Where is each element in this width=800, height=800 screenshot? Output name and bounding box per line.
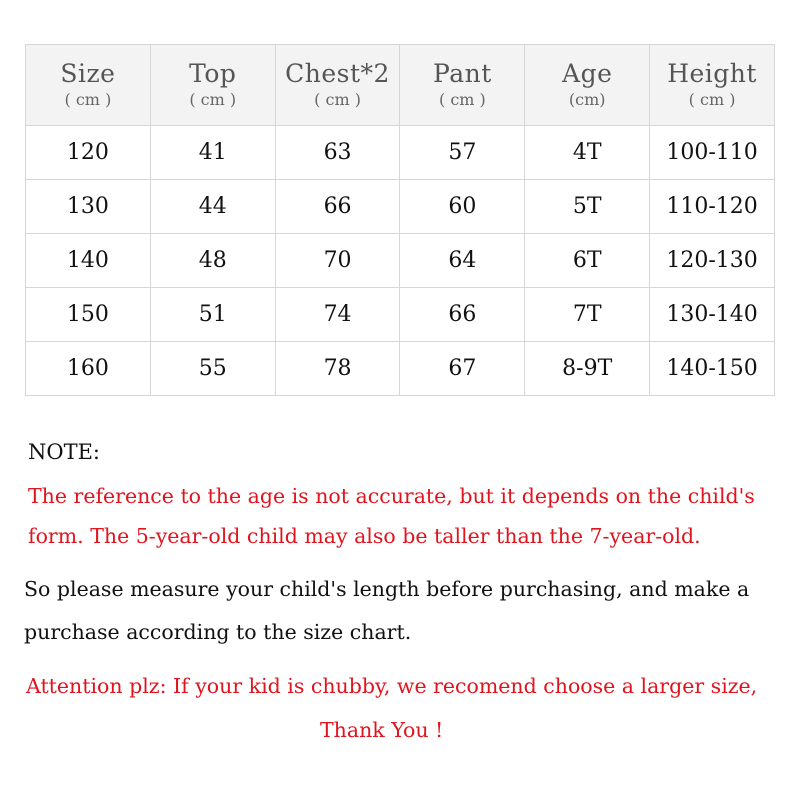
table-row <box>26 234 775 288</box>
pant-cell: 67 <box>400 342 525 396</box>
table-header <box>26 45 775 126</box>
chest-cell: 66 <box>275 180 400 234</box>
age-cell: 6T <box>525 234 650 288</box>
age-warning-text: The reference to the age is not accurate, but it depends on the child's form. The 5-year-old child may also be taller than the 7-year-old. <box>28 484 755 548</box>
top-cell: 44 <box>150 180 275 234</box>
table-row <box>26 126 775 180</box>
thank-you-text: Thank You ! <box>320 718 444 742</box>
chest-cell: 74 <box>275 288 400 342</box>
attention-text: Attention plz: If your kid is chubby, we recomend choose a larger size, <box>26 674 758 698</box>
top-cell: 51 <box>150 288 275 342</box>
top-cell: 48 <box>150 234 275 288</box>
size-chart-table <box>25 44 775 396</box>
header-label: Size <box>60 59 116 88</box>
header-unit: ( cm ) <box>189 90 237 109</box>
size-cell: 160 <box>26 342 151 396</box>
header-row <box>26 45 775 126</box>
table-row <box>26 342 775 396</box>
header-pant <box>400 45 525 126</box>
header-label: Chest*2 <box>285 59 390 88</box>
table-row <box>26 288 775 342</box>
pant-cell: 66 <box>400 288 525 342</box>
height-cell: 120-130 <box>650 234 775 288</box>
size-cell: 140 <box>26 234 151 288</box>
size-cell: 150 <box>26 288 151 342</box>
age-cell: 4T <box>525 126 650 180</box>
age-cell: 5T <box>525 180 650 234</box>
header-unit: ( cm ) <box>64 90 112 109</box>
measure-advice-text: So please measure your child's length before purchasing, and make a purchase according to the size chart. <box>24 577 750 644</box>
size-cell: 130 <box>26 180 151 234</box>
header-unit: ( cm ) <box>688 90 736 109</box>
age-cell: 7T <box>525 288 650 342</box>
header-label: Height <box>667 59 757 88</box>
pant-cell: 57 <box>400 126 525 180</box>
header-label: Pant <box>433 59 492 88</box>
height-cell: 140-150 <box>650 342 775 396</box>
top-cell: 55 <box>150 342 275 396</box>
table-body <box>26 126 775 396</box>
header-unit: (cm) <box>568 90 606 109</box>
size-cell: 120 <box>26 126 151 180</box>
chest-cell: 78 <box>275 342 400 396</box>
header-size <box>26 45 151 126</box>
height-cell: 110-120 <box>650 180 775 234</box>
header-height <box>650 45 775 126</box>
table-row <box>26 180 775 234</box>
header-age <box>525 45 650 126</box>
pant-cell: 60 <box>400 180 525 234</box>
note-title: NOTE: <box>28 440 101 464</box>
age-cell: 8-9T <box>525 342 650 396</box>
pant-cell: 64 <box>400 234 525 288</box>
chest-cell: 63 <box>275 126 400 180</box>
header-unit: ( cm ) <box>314 90 361 109</box>
height-cell: 100-110 <box>650 126 775 180</box>
header-unit: ( cm ) <box>439 90 486 109</box>
top-cell: 41 <box>150 126 275 180</box>
header-label: Top <box>189 59 237 88</box>
header-label: Age <box>562 59 613 88</box>
chest-cell: 70 <box>275 234 400 288</box>
header-top <box>150 45 275 126</box>
header-chest <box>275 45 400 126</box>
height-cell: 130-140 <box>650 288 775 342</box>
